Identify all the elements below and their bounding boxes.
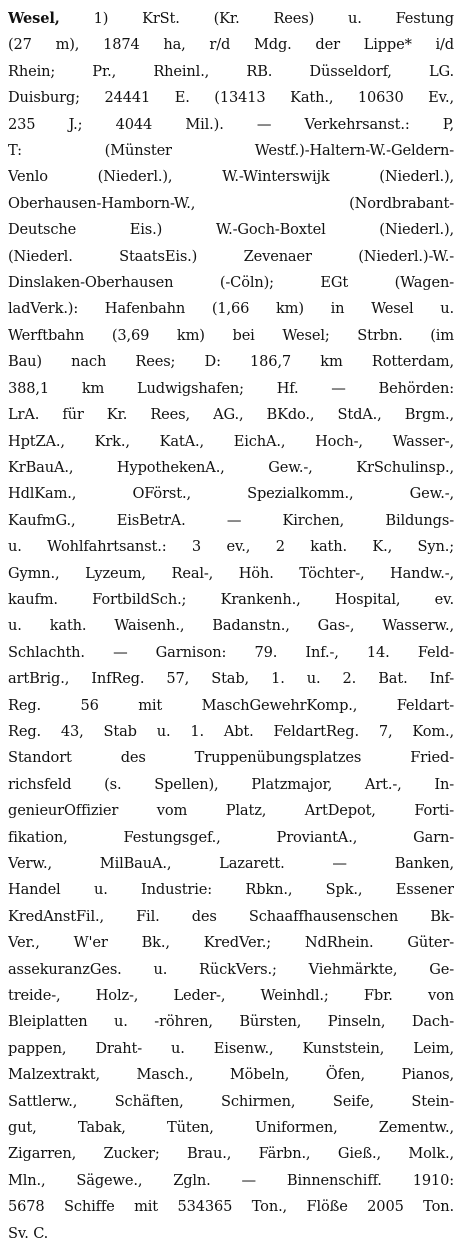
entry-line-2: (27 m), 1874 ha, r/d Mdg. der Lippe* i/d [8, 36, 454, 54]
entry-line-26: artBrig., InfReg. 57, Stab, 1. u. 2. Bat. Inf- [8, 670, 454, 688]
entry-line-32: fikation, Festungsgef., ProviantA., Garn- [8, 828, 454, 846]
entry-line-21: u. Wohlfahrtsanst.: 3 ev., 2 kath. K., Syn.; [8, 538, 454, 556]
entry-line-36: Ver., W'er Bk., KredVer.; NdRhein. Güter- [8, 934, 454, 952]
entry-line-41: Malzextrakt, Masch., Möbeln, Öfen, Pianos, [8, 1066, 454, 1084]
entry-text-block [8, 6, 454, 1247]
entry-line-24: u. kath. Waisenh., Badanstn., Gas-, Wasserw., [8, 617, 454, 635]
entry-line-10: (Niederl. StaatsEis.) Zevenaer (Niederl.)-W.- [8, 247, 454, 265]
entry-line-42: Sattlerw., Schäften, Schirmen, Seife, Stein- [8, 1092, 454, 1110]
entry-line-17: HptZA., Krk., KatA., EichA., Hoch-, Wasser-, [8, 432, 454, 450]
entry-line-25: Schlachth. — Garnison: 79. Inf.-, 14. Feld- [8, 643, 454, 661]
entry-line-4: Duisburg; 24441 E. (13413 Kath., 10630 Ev., [8, 89, 454, 107]
entry-line-1 [8, 6, 454, 32]
entry-line-45: Mln., Sägewe., Zgln. — Binnenschiff. 1910: [8, 1171, 454, 1189]
entry-line-47: Sv. C. [8, 1224, 49, 1242]
entry-line-30: richsfeld (s. Spellen), Platzmajor, Art.-, In- [8, 775, 454, 793]
entry-line-18: KrBauA., HypothekenA., Gew.-, KrSchulinsp., [8, 458, 454, 476]
entry-line-15: 388,1 km Ludwigshafen; Hf. — Behörden: [8, 379, 454, 397]
entry-line-19: HdlKam., OFörst., Spezialkomm., Gew.-, [8, 485, 454, 503]
entry-line-16: LrA. für Kr. Rees, AG., BKdo., StdA., Brgm., [8, 406, 454, 424]
entry-line-43: gut, Tabak, Tüten, Uniformen, Zementw., [8, 1119, 454, 1137]
entry-line-34: Handel u. Industrie: Rbkn., Spk., Essener [8, 881, 454, 899]
entry-line-29: Standort des Truppenübungsplatzes Fried- [8, 749, 454, 767]
entry-line-13: Werftbahn (3,69 km) bei Wesel; Strbn. (im [8, 326, 454, 344]
entry-line-40: pappen, Draht- u. Eisenw., Kunststein, Leim, [8, 1039, 454, 1057]
entry-line-35: KredAnstFil., Fil. des Schaaffhausenschen Bk- [8, 907, 454, 925]
entry-line-5: 235 J.; 4044 Mil.). — Verkehrsanst.: P, [8, 115, 454, 133]
entry-line-8: Oberhausen-Hamborn-W., (Nordbrabant- [8, 194, 454, 212]
entry-line-6: T: (Münster Westf.)-Haltern-W.-Geldern- [8, 142, 454, 160]
entry-line-39: Bleiplatten u. -röhren, Bürsten, Pinseln, Dach- [8, 1013, 454, 1031]
entry-line-44: Zigarren, Zucker; Brau., Färbn., Gieß., Molk., [8, 1145, 454, 1163]
entry-line-46: 5678 Schiffe mit 534365 Ton., Flöße 2005 Ton. [8, 1198, 454, 1216]
entry-headword: Wesel, [8, 10, 60, 27]
entry-line-37: assekuranzGes. u. RückVers.; Viehmärkte, Ge- [8, 960, 454, 978]
entry-line-38: treide-, Holz-, Leder-, Weinhdl.; Fbr. von [8, 987, 454, 1005]
entry-line-12: ladVerk.): Hafenbahn (1,66 km) in Wesel u. [8, 300, 454, 318]
entry-line-27: Reg. 56 mit MaschGewehrKomp., Feldart- [8, 696, 454, 714]
entry-line-7: Venlo (Niederl.), W.-Winterswijk (Niederl.), [8, 168, 454, 186]
entry-line-14: Bau) nach Rees; D: 186,7 km Rotterdam, [8, 353, 454, 371]
entry-line-23: kaufm. FortbildSch.; Krankenh., Hospital, ev. [8, 590, 454, 608]
entry-line-1-text: 1) KrSt. (Kr. Rees) u. Festung [59, 10, 454, 27]
entry-line-28: Reg. 43, Stab u. 1. Abt. FeldartReg. 7, Kom., [8, 722, 454, 740]
entry-line-31: genieurOffizier vom Platz, ArtDepot, Forti- [8, 802, 454, 820]
entry-line-22: Gymn., Lyzeum, Real-, Höh. Töchter-, Handw.-, [8, 564, 454, 582]
entry-line-33: Verw., MilBauA., Lazarett. — Banken, [8, 855, 454, 872]
entry-line-3: Rhein; Pr., Rheinl., RB. Düsseldorf, LG. [8, 62, 454, 80]
entry-line-11: Dinslaken-Oberhausen (-Cöln); EGt (Wagen- [8, 274, 454, 292]
entry-line-20: KaufmG., EisBetrA. — Kirchen, Bildungs- [8, 511, 454, 529]
entry-line-9: Deutsche Eis.) W.-Goch-Boxtel (Niederl.), [8, 221, 454, 239]
